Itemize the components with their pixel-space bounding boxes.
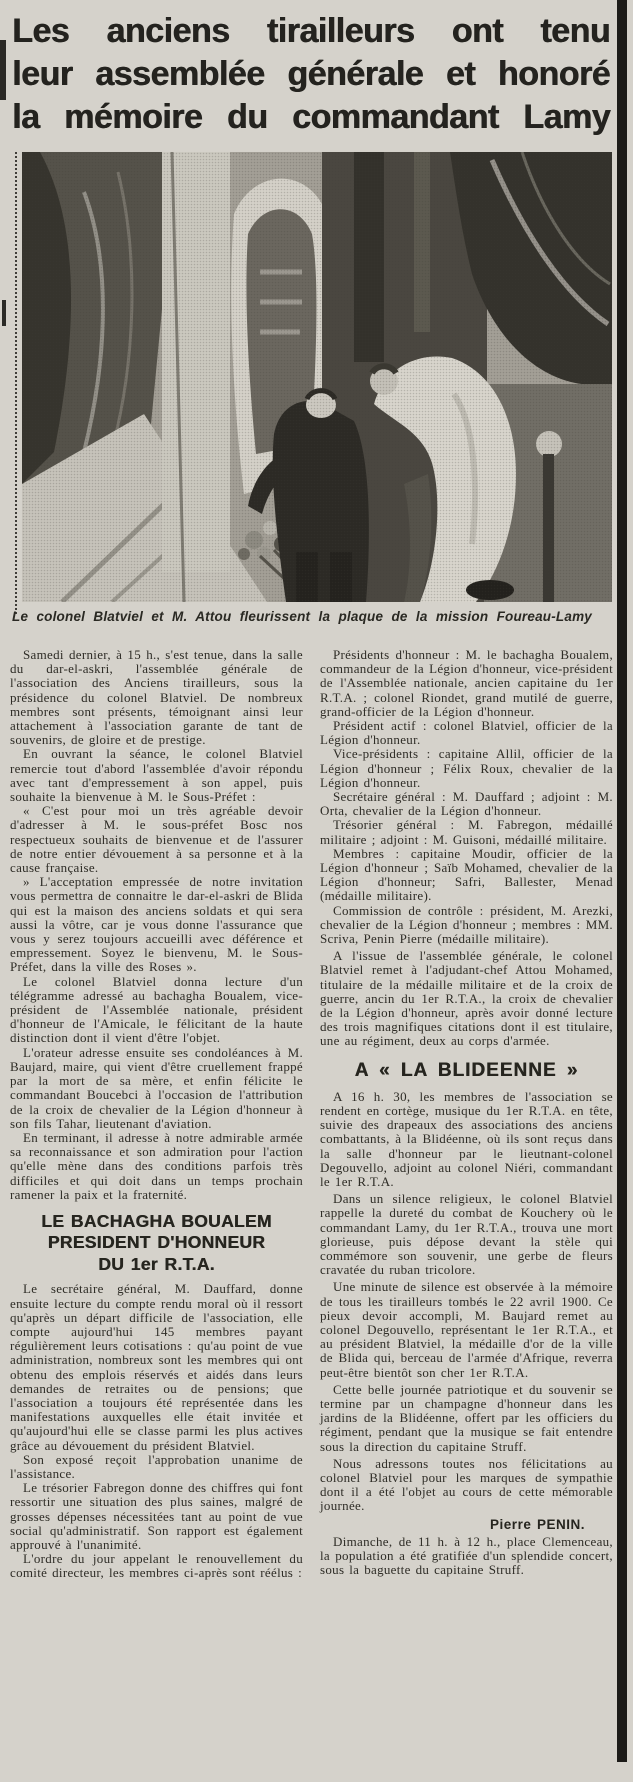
paragraph: Le secrétaire général, M. Dauffard, donne ensuite lecture du compte rendu moral où il ressort qu'après un départ difficile de l'association, elle compte aujourd'hui 145 membres payant régulièrement leurs cotisations : qu'au point de vue administration, nombreux sont les membres qui ont obtenu des emplois réservés et aidés dans leurs demandes de retraites ou de pensions; que l'association a toujours été représentée dans les manifestations auxquelles elle était invitée et qu'aujourd'hui elle se classe parmi les plus actives grâce au dévouement du président Blatviel.: [10, 1281, 303, 1453]
paragraph: Dans un silence religieux, le colonel Blatviel rappelle la dureté du combat de Kouchery où le commandant Lamy, du 1er R.T.A., trouva une mort glorieuse, puis dépose devant la stèle qui commémore son souvenir, une gerbe de fleurs cravatée du ruban tricolore.: [320, 1191, 613, 1278]
photo-caption: Le colonel Blatviel et M. Attou fleurissent la plaque de la mission Foureau-Lamy: [12, 609, 592, 624]
paragraph: Trésorier général : M. Fabregon, médaillé militaire ; adjoint : M. Guisoni, médaillé militaire.: [320, 817, 613, 847]
paragraph: Nous adressons toutes nos félicitations au colonel Blatviel pour les marques de sympathie dont il a été l'objet au cours de cette mémorable journée.: [320, 1455, 613, 1514]
paragraph: Dimanche, de 11 h. à 12 h., place Clemenceau, la population a été gratifiée d'un splendide concert, sous la baguette du capitaine Struff.: [320, 1533, 613, 1578]
paragraph: L'orateur adresse ensuite ses condoléances à M. Baujard, maire, qui vient d'être cruellement frappé par la mort de sa mère, et enfin félicite le commandant Boucebci à l'occasion de l'attribution de la croix de chevalier de la Légion d'honneur à son fils Tahar, lieutenant d'aviation.: [10, 1044, 303, 1131]
article-body: [10, 648, 614, 1774]
author-signature: Pierre PENIN.: [490, 1516, 585, 1532]
paragraph: Vice-présidents : capitaine Allil, officier de la Légion d'honneur ; Félix Roux, chevalier de la Légion d'honneur.: [320, 746, 613, 790]
photo-left-dotted-edge: [15, 152, 17, 614]
paragraph: « C'est pour moi un très agréable devoir d'adresser à M. le sous-préfet Bosc nos respectueux souhaits de bienvenue et de l'assurer de notre entier dévouement à sa personne et à la cause française.: [10, 803, 303, 876]
paragraph: Membres : capitaine Moudir, officier de la Légion d'honneur ; Saïb Mohamed, chevalier de la Légion d'honneur; Safri, Ballester, Menad (médaille militaire).: [320, 845, 613, 904]
left-column: [10, 648, 303, 1774]
headline-line-1: Les anciens tirailleurs ont tenu: [12, 12, 610, 50]
scan-artifact: [2, 300, 6, 326]
scan-artifact: [0, 40, 6, 100]
subheading-la-blideenne: A « LA BLIDEENNE »: [354, 1059, 579, 1081]
paragraph: En terminant, il adresse à notre admirable armée sa reconnaissance et son admiration pour l'action qu'elle mène dans des conditions parfois très difficiles et qui doit dans un temps prochain ramener la paix et la fraternité.: [10, 1129, 303, 1202]
paragraph: Samedi dernier, à 15 h., s'est tenue, dans la salle du dar-el-askri, l'assemblée générale de l'association des Anciens tirailleurs, sous la présidence du colonel Blatviel. De nombreux membres sont présents, témoignant ainsi leur attachement à l'association garante de tant de souvenirs, de gloire et de prestige.: [10, 648, 303, 748]
subheading-line: DU 1er R.T.A.: [98, 1253, 215, 1274]
paragraph: Présidents d'honneur : M. le bachagha Boualem, commandeur de la Légion d'honneur, vice-président de l'Assemblée nationale, ancien capitaine du 1er R.T.A. ; colonel Riondet, grand mutilé de guerre, grand-officier de la Légion d'honneur.: [320, 648, 613, 719]
subheading-line: LE BACHAGHA BOUALEM: [41, 1210, 272, 1231]
paragraph: Commission de contrôle : président, M. Arezki, chevalier de la Légion d'honneur ; membres : MM. Scriva, Penin Pierre (médaille militaire).: [320, 902, 613, 947]
paragraph: En ouvrant la séance, le colonel Blatviel remercie tout d'abord l'assemblée d'avoir répondu avec tant d'empressement à son appel, puis souhaite la bienvenue à M. le Sous-Préfet :: [10, 746, 303, 805]
subheading-bachagha-boualem: [10, 1211, 303, 1276]
paragraph: Président actif : colonel Blatviel, officier de la Légion d'honneur.: [320, 718, 613, 748]
paragraph: Secrétaire général : M. Dauffard ; adjoint : M. Orta, chevalier de la Légion d'honneur.: [320, 789, 613, 819]
headline: [12, 10, 610, 139]
paragraph: » L'acceptation empressée de notre invitation vous permettra de connaitre le dar-el-askri de Blida qui est la maison des anciens soldats et qui sera aussi la vôtre, car je vous donne l'assurance que vous y serez toujours accueilli avec déférence et empressement. Soyez le bienvenu, M. le Sous-Préfet, dans la ville des Roses ».: [10, 874, 303, 975]
photo-illustration: [22, 152, 612, 602]
paragraph: Son exposé reçoit l'approbation unanime de l'assistance.: [10, 1451, 303, 1482]
subheading-line: PRESIDENT D'HONNEUR: [47, 1232, 266, 1253]
paragraph: Le colonel Blatviel donna lecture d'un télégramme adressé au bachagha Boualem, vice-président de l'Assemblée nationale, président d'honneur de l'Amicale, le félicitant de la haute distinction dont il vient d'être l'objet.: [10, 973, 303, 1046]
paragraph: Une minute de silence est observée à la mémoire de tous les tirailleurs tombés le 22 avril 1900. Ce pieux devoir accompli, M. Baujard remet au colonel Degouvello, représentant le 1er R.T.A., et au président Blatviel, la médaille d'or de la ville de Blida qui, berceau de l'armée d'Afrique, reverra peut-être bientôt son cher 1er R.T.A.: [320, 1279, 613, 1380]
headline-line-2: leur assemblée générale et honoré: [12, 55, 610, 93]
headline-line-3: la mémoire du commandant Lamy: [12, 98, 610, 136]
paragraph: Le trésorier Fabregon donne des chiffres qui font ressortir une situation des plus saines, malgré de grosses dépenses nécessitées tant au point de vue social qu'administratif. Son rapport est également approuvé à l'unanimité.: [10, 1480, 303, 1553]
article-photo: [22, 152, 612, 602]
paragraph: L'ordre du jour appelant le renouvellement du comité directeur, les membres ci-après sont réélus :: [10, 1551, 303, 1581]
paragraph: Cette belle journée patriotique et du souvenir se termine par un champagne d'honneur dans les jardins de la Blidéenne, offert par les officiers du régiment, pendant que la musique se fait entendre sous la direction du capitaine Struff.: [320, 1381, 613, 1454]
scan-edge-rule: [617, 0, 627, 1762]
right-column: [320, 648, 613, 1774]
paragraph: A 16 h. 30, les membres de l'association se rendent en cortège, musique du 1er R.T.A. en tête, suivie des drapeaux des associations des anciens combattants, à la Blidéenne, où ils sont reçus dans la salle d'honneur par le lieutnant-colonel Degouvello, adjoint au colonel Niéri, commandant le 1er R.T.A.: [320, 1088, 613, 1189]
paragraph: A l'issue de l'assemblée générale, le colonel Blatviel remet à l'adjudant-chef Attou Mohamed, titulaire de la médaille militaire et de la croix de guerre, ancin du 1er R.T.A., la croix de chevalier de la Légion d'honneur, après avoir donné lecture des trois magnifiques citations dont il est titulaire, une au régiment, deux au corps d'armée.: [320, 948, 613, 1049]
